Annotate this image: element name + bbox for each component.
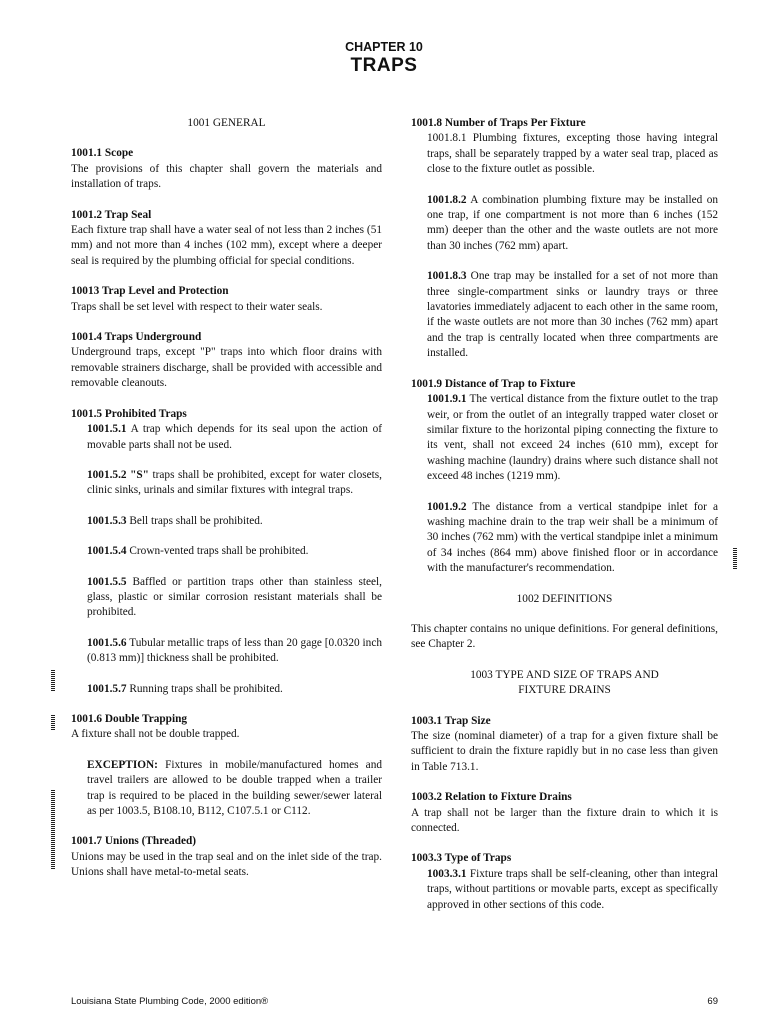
paragraph-1001-9-2 (427, 500, 718, 577)
type-heading-line1: 1003 TYPE AND SIZE OF TRAPS AND (470, 668, 659, 681)
section-heading-general: 1001 GENERAL (187, 117, 266, 129)
paragraph-1001-5-7 (87, 682, 382, 697)
heading-1001-9: 1001.9 Distance of Trap to Fixture (411, 377, 576, 390)
heading-1001-1: 1001.1 Scope (71, 147, 134, 160)
text-1001-5-7: Running traps shall be prohibited. (126, 682, 283, 695)
text-1001-5-5: Baffled or partition traps other than stainless steel, glass, plastic or similar corrosion resistant materials shall be prohibited. (87, 575, 382, 619)
paragraph-1001-9-1 (427, 392, 718, 484)
number-1001-8-3: 1001.8.3 (427, 270, 467, 283)
text-1001-9-2: The distance from a vertical standpipe inlet for a washing machine drain to the trap weir shall be a minimum of 30 inches (762 mm) with the vertical standpipe inlet a minimum of 34 inches (864 mm) above finished floor or in accordance with the manufacturer's recommendation. (427, 500, 718, 575)
heading-1003-1: 1003.1 Trap Size (411, 714, 491, 727)
text-1001-5-4: Crown-vented traps shall be prohibited. (126, 545, 309, 558)
paragraph-1003-3-1 (427, 867, 718, 913)
heading-1003-2: 1003.2 Relation to Fixture Drains (411, 791, 572, 804)
chapter-title: TRAPS (350, 55, 418, 76)
footer-title: Louisiana State Plumbing Code, 2000 edition® (71, 996, 269, 1007)
number-1003-3-1: 1003.3.1 (427, 867, 467, 880)
heading-1001-4: 1001.4 Traps Underground (71, 331, 202, 344)
number-1001-8-1: 1001.8.1 (427, 132, 467, 145)
revision-bar-right (733, 548, 737, 570)
heading-1001-6: 1001.6 Double Trapping (71, 712, 188, 725)
text-1001-7: Unions may be used in the trap seal and on the inlet side of the trap. Unions shall have metal-to-metal seats. (71, 850, 382, 879)
number-1001-9-2: 1001.9.2 (427, 500, 467, 513)
heading-1001-7: 1001.7 Unions (Threaded) (71, 835, 197, 848)
text-1001-3: Traps shall be set level with respect to their water seals. (71, 300, 323, 313)
heading-1001-2: 1001.2 Trap Seal (71, 208, 152, 221)
paragraph-1001-5-4 (87, 544, 382, 559)
revision-bar-left-2 (51, 715, 55, 731)
revision-bar-left-3 (51, 790, 55, 870)
text-definitions: This chapter contains no unique definitions. For general definitions, see Chapter 2. (411, 622, 718, 651)
number-1001-5-2: 1001.5.2 "S" (87, 468, 149, 481)
text-1001-9-1: The vertical distance from the fixture outlet to the trap weir, or from the outlet of an integrally trapped water closet or similar fixture to the horizontal piping connecting the fixture to its vent, shall not exceed 24 inches (610 mm), except for washing machine (laundry) drains where such distance shall not exceed 48 inches (1219 mm). (427, 393, 718, 483)
text-1003-3-1: Fixture traps shall be self-cleaning, other than integral traps, without partitions or movable parts, except as specifically approved in other sections of this code. (427, 867, 718, 911)
exception-1001-6 (87, 758, 382, 820)
heading-1003-3: 1003.3 Type of Traps (411, 852, 512, 865)
exception-text: Fixtures in mobile/manufactured homes and travel trailers are allowed to be double trapped when a trailer trap is required to be placed in the building sewer/sewer lateral as per 1003.5, B108.10, B112, C107.5.1 or C112. (87, 758, 382, 817)
paragraph-1001-5-2 (87, 468, 382, 499)
text-1001-1: The provisions of this chapter shall govern the materials and installation of traps. (71, 162, 382, 191)
right-column (411, 116, 718, 916)
number-1001-5-4: 1001.5.4 (87, 545, 127, 558)
paragraph-1001-5-6 (87, 636, 382, 667)
number-1001-5-7: 1001.5.7 (87, 682, 127, 695)
paragraph-1001-5-1 (87, 422, 382, 453)
revision-bar-left-1 (51, 670, 55, 692)
number-1001-5-5: 1001.5.5 (87, 575, 127, 588)
paragraph-1001-8-3 (427, 269, 718, 361)
text-1001-5-1: A trap which depends for its seal upon the action of movable parts shall not be used. (87, 423, 382, 451)
text-1001-5-6: Tubular metallic traps of less than 20 gage [0.0320 inch (0.813 mm)] thickness shall be prohibited. (87, 636, 382, 665)
paragraph-1001-8-1 (427, 131, 718, 177)
type-heading-line2: FIXTURE DRAINS (518, 684, 611, 697)
text-1001-8-1: Plumbing fixtures, excepting those having integral traps, shall be separately trapped by a water seal trap, placed as close to the fixture outlet as possible. (427, 132, 718, 176)
number-1001-5-1: 1001.5.1 (87, 423, 127, 436)
paragraph-1001-5-3 (87, 514, 382, 529)
heading-1001-3: 10013 Trap Level and Protection (71, 285, 229, 298)
paragraph-1001-8-2 (427, 193, 718, 255)
text-1001-8-2: A combination plumbing fixture may be installed on one trap, if one compartment is not more than 6 inches (152 mm) deeper than the other and the waste outlets are not more than 30 inches (762 mm) apart. (427, 193, 718, 252)
text-1001-5-2: traps shall be prohibited, except for water closets, clinic sinks, urinals and similar fixtures with integral traps. (87, 468, 382, 497)
number-1001-5-6: 1001.5.6 (87, 636, 127, 649)
page-number: 69 (707, 996, 718, 1007)
text-1001-6: A fixture shall not be double trapped. (71, 728, 240, 741)
number-1001-9-1: 1001.9.1 (427, 393, 467, 406)
text-1001-2: Each fixture trap shall have a water seal of not less than 2 inches (51 mm) and not more than 4 inches (102 mm), except where a deeper seal is required by the plumbing official for special conditions. (71, 224, 382, 267)
text-1001-4: Underground traps, except "P" traps into which floor drains with removable strainers discharge, shall be provided with accessible and removable cleanouts. (71, 346, 382, 390)
exception-label: EXCEPTION: (87, 758, 158, 771)
text-1001-8-3: One trap may be installed for a set of not more than three single-compartment sinks or laundry trays or three lavatories immediately adjacent to each other in the same room, if the waste outlets are not more than 30 inches (762 mm) apart and the trap is centrally located when three compartments are installed. (427, 270, 718, 360)
text-1001-5-3: Bell traps shall be prohibited. (126, 514, 263, 527)
text-1003-1: The size (nominal diameter) of a trap for a given fixture shall be sufficient to drain the fixture rapidly but in no case less than given in Table 713.1. (411, 730, 718, 773)
number-1001-5-3: 1001.5.3 (87, 514, 127, 527)
paragraph-1001-5-5 (87, 575, 382, 621)
left-column (71, 116, 382, 896)
chapter-label: CHAPTER 10 (345, 40, 423, 54)
heading-1001-8: 1001.8 Number of Traps Per Fixture (411, 117, 586, 129)
text-1003-2: A trap shall not be larger than the fixture drain to which it is connected. (411, 806, 718, 835)
number-1001-8-2: 1001.8.2 (427, 193, 467, 206)
section-heading-definitions: 1002 DEFINITIONS (516, 592, 613, 605)
heading-1001-5: 1001.5 Prohibited Traps (71, 407, 187, 420)
section-heading-type-size (411, 668, 718, 699)
